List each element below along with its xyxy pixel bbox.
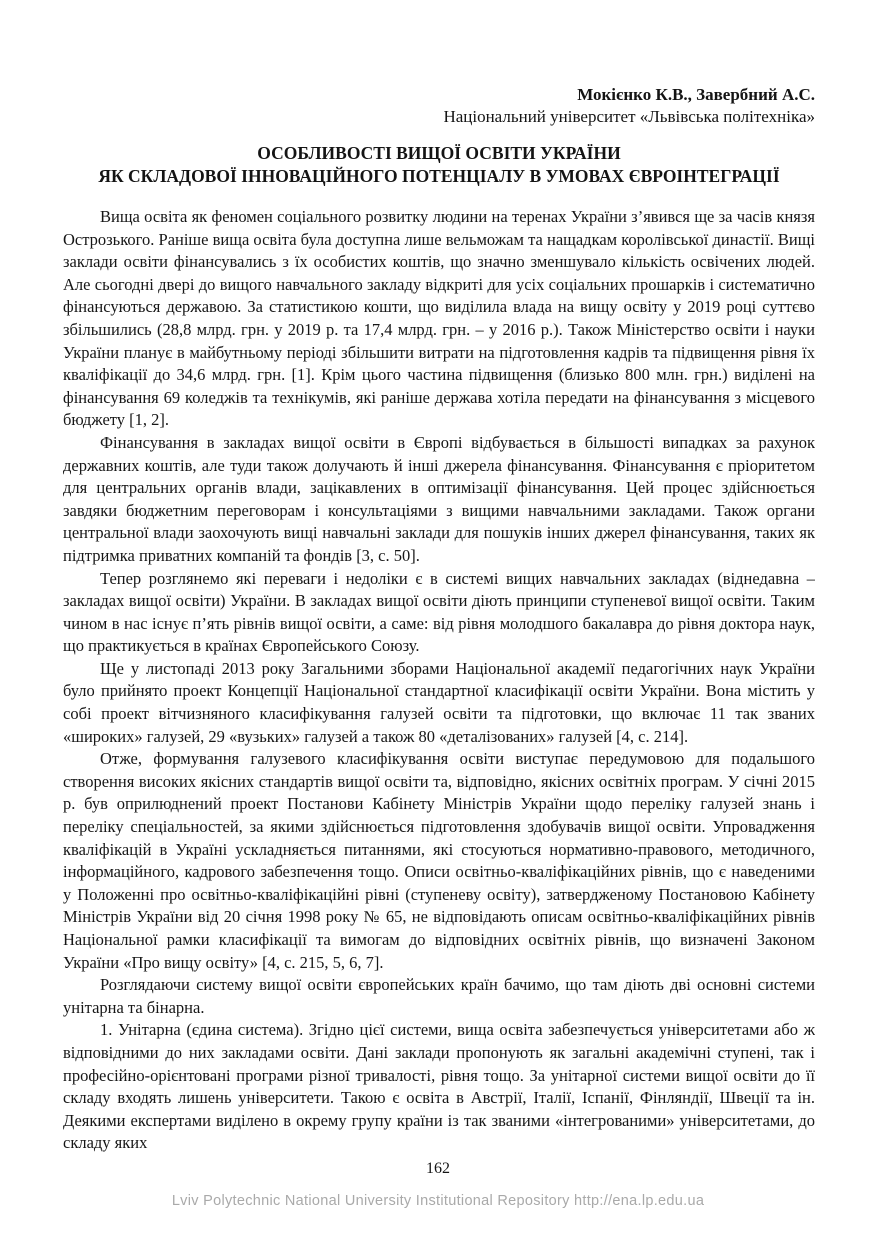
- body-paragraph: 1. Унітарна (єдина система). Згідно цієї системи, вища освіта забезпечується університетами або ж відповідними до них закладами освіти. Дані заклади пропонують як загальні академічні ступені, так і професійно-орієнтовані програми різної тривалості, рівня тощо. За унітарної системи вищої освіти до її складу входять лишень університети. Такою є освіта в Австрії, Італії, Іспанії, Фінляндії, Швеції та ін. Деякими експертами виділено в окрему групу країни із так званими «інтегрованими» університетами, до складу яких: [63, 1020, 815, 1153]
- affiliation-line: Національний університет «Львівська політехніка»: [443, 107, 815, 126]
- authors-line: Мокієнко К.В., Завербний А.С.: [577, 85, 815, 104]
- body-paragraph: Отже, формування галузевого класифікування освіти виступає передумовою для подальшого створення високих якісних стандартів вищої освіти та, відповідно, якісних освітніх програм. У січні 2015 р. був оприлюднений проект Постанови Кабінету Міністрів України щодо переліку галузей знань і переліку спеціальностей, за якими здійснюється підготовлення здобувачів вищої освіти. Упровадження кваліфікацій в Україні ускладняється питаннями, які стосуються нормативно-правового, методичного, інформаційного, кадрового забезпечення тощо. Описи освітньо-кваліфікаційних рівнів, що є наведеними у Положенні про освітньо-кваліфікаційні рівні (ступеневу освіту), затвердженому Постановою Кабінету Міністрів України від 20 січня 1998 року № 65, не відповідають описам освітньо-кваліфікаційних рівнів Національної рамки класифікації та вимогам до відповідних освітніх рівнів, що визначені Законом України «Про вищу освіту» [4, с. 215, 5, 6, 7].: [63, 749, 815, 972]
- body-paragraph: Тепер розглянемо які переваги і недоліки є в системі вищих навчальних закладах (віднедавна – закладах вищої освіти) України. В закладах вищої освіти діють принципи ступеневої вищої освіти. Таким чином в нас існує п’ять рівнів вищої освіти, а саме: від рівня молодшого бакалавра до рівня доктора наук, що практикується в країнах Європейського Союзу.: [63, 568, 815, 656]
- article-title: [43, 142, 835, 188]
- article-title-line-1: ОСОБЛИВОСТІ ВИЩОЇ ОСВІТИ УКРАЇНИ: [257, 143, 621, 163]
- byline: [63, 84, 815, 128]
- page-number: 162: [426, 1160, 450, 1177]
- body-paragraph: Фінансування в закладах вищої освіти в Європі відбувається в більшості випадках за рахунок державних коштів, але туди також долучають й інші джерела фінансування. Фінансування є пріоритетом для центральних органів влади, зацікавлених в оптимізації фінансування. Цей процес здійснюється завдяки бюджетним переговорам і консультаціями з вищими навчальними закладами. Також органи центральної влади заохочують вищі навчальні заклади для пошуків інших джерел фінансування, таких як підтримка приватних компаній та фондів [3, с. 50].: [63, 432, 815, 565]
- body-paragraph: Ще у листопаді 2013 року Загальними зборами Національної академії педагогічних наук України було прийнято проект Концепції Національної стандартної класифікації освіти України. Вона містить у собі проект вітчизняного класифікування галузей освіти та підготовки, що включає 11 так званих «широких» галузей, 29 «вузьких» галузей а також 80 «деталізованих» галузей [4, с. 214].: [63, 658, 815, 746]
- body-paragraph: Розглядаючи систему вищої освіти європейських країн бачимо, що там діють дві основні системи унітарна та бінарна.: [63, 975, 815, 1017]
- article-title-line-2: ЯК СКЛАДОВОЇ ІННОВАЦІЙНОГО ПОТЕНЦІАЛУ В УМОВАХ ЄВРОІНТЕГРАЦІЇ: [98, 166, 780, 186]
- body-paragraph: Вища освіта як феномен соціального розвитку людини на теренах України з’явився ще за часів князя Острозького. Раніше вища освіта була доступна лише вельможам та нащадкам королівської династії. Вищі заклади освіти фінансувались з їх особистих коштів, що значно зменшувало кількість освічених людей. Але сьогодні двері до вищого навчального закладу відкриті для усіх соціальних прошарків і систематично фінансуються державою. За статистикою кошти, що виділила влада на вищу освіту у 2019 році суттєво збільшились (28,8 млрд. грн. у 2019 р. та 17,4 млрд. грн. – у 2016 р.). Також Міністерство освіти і науки України планує в майбутньому періоді збільшити витрати на підготовлення кадрів та підвищення рівня їх кваліфікації до 34,6 млрд. грн. [1]. Крім цього частина підвищення (близько 800 млн. грн.) виділені на фінансування 69 коледжів та технікумів, які раніше держава хотіла передати на фінансування з місцевого бюджету [1, 2].: [63, 207, 815, 430]
- repository-watermark: Lviv Polytechnic National University Institutional Repository http://ena.lp.edu.ua: [171, 1193, 705, 1209]
- article-body: [63, 206, 815, 1162]
